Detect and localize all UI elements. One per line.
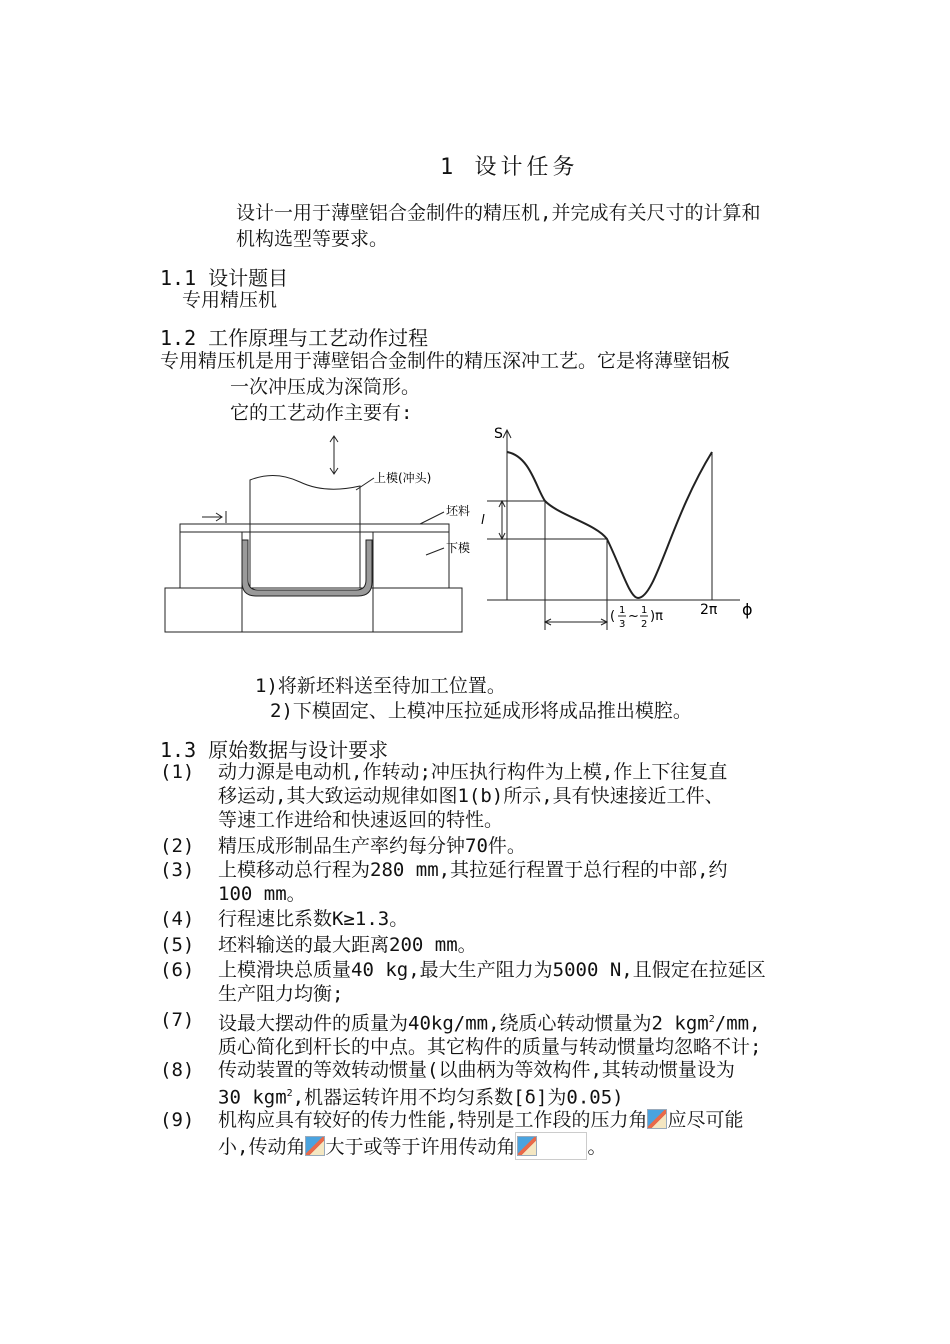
req-item-9: (9) 机构应具有较好的传力性能,特别是工作段的压力角 应尽可能 小,传动角 大于或等于许用传动角 。 bbox=[160, 1109, 744, 1158]
label-blank: 坯料 bbox=[446, 504, 471, 518]
phi-axis-label: ϕ bbox=[742, 600, 753, 619]
s12-line-3: 它的工艺动作主要有: bbox=[230, 402, 413, 424]
s-axis-label: S bbox=[494, 426, 503, 442]
section-heading: 1 设计任务 bbox=[440, 155, 579, 180]
step-2: 2)下模固定、上模冲压拉延成形将成品推出模腔。 bbox=[270, 700, 692, 722]
s11-title: 1.1 设计题目 bbox=[160, 266, 289, 290]
s13-title: 1.3 原始数据与设计要求 bbox=[160, 738, 389, 762]
step-1: 1)将新坯料送至待加工位置。 bbox=[255, 675, 506, 697]
svg-text:~: ~ bbox=[628, 609, 639, 624]
req-item-3: (3) 上模移动总行程为280 mm,其拉延行程置于总行程的中部,约 100 mm。 bbox=[160, 859, 728, 905]
pressure-angle-image-icon bbox=[647, 1109, 667, 1129]
svg-text:3: 3 bbox=[619, 619, 626, 630]
label-lower-die: 下模 bbox=[446, 541, 471, 555]
svg-text:(: ( bbox=[610, 609, 616, 624]
s11-body: 专用精压机 bbox=[182, 289, 278, 311]
svg-text:1: 1 bbox=[641, 605, 648, 616]
s12-line-2: 一次冲压成为深筒形。 bbox=[230, 376, 421, 398]
req-item-1: (1) 动力源是电动机,作转动;冲压执行构件为上模,作上下往复直 移运动,其大致运动规律如图1(b)所示,具有快速接近工件、 等速工作进给和快速返回的特性。 bbox=[160, 761, 728, 831]
svg-text:)π: )π bbox=[650, 609, 663, 624]
s12-line-1: 专用精压机是用于薄壁铝合金制件的精压深冲工艺。它是将薄壁铝板 bbox=[160, 350, 731, 372]
phase-range-label bbox=[610, 605, 663, 630]
motion-graph bbox=[487, 430, 740, 630]
label-upper-die: 上模(冲头) bbox=[374, 471, 432, 485]
req-item-8: (8) 传动装置的等效转动惯量(以曲柄为等效构件,其转动惯量设为 30 kgm$^2$,机器运转许用不均匀系数[δ]为0.05) bbox=[160, 1059, 735, 1109]
req-item-6: (6) 上模滑块总质量40 kg,最大生产阻力为5000 N,且假定在拉延区 生产阻力均衡; bbox=[160, 959, 766, 1005]
req-item-7: (7) 设最大摆动件的质量为40kg/mm,绕质心转动惯量为2 kgm$^2$/mm, 质心简化到杆长的中点。其它构件的质量与转动惯量均忽略不计; bbox=[160, 1009, 762, 1059]
intro-line-1: 设计一用于薄壁铝合金制件的精压机,并完成有关尺寸的计算和 bbox=[236, 202, 761, 224]
allowable-angle-image-icon bbox=[517, 1136, 537, 1156]
req-item-2: (2) 精压成形制品生产率约每分钟70件。 bbox=[160, 835, 526, 857]
req-item-5: (5) 坯料输送的最大距离200 mm。 bbox=[160, 934, 477, 956]
transmission-angle-image-icon bbox=[305, 1136, 325, 1156]
two-pi-label: 2π bbox=[700, 602, 718, 618]
die-diagram bbox=[165, 436, 462, 632]
svg-text:1: 1 bbox=[619, 605, 626, 616]
press-figure bbox=[160, 420, 760, 635]
l-mark: l bbox=[481, 513, 485, 528]
svg-text:2: 2 bbox=[641, 619, 648, 630]
displacement-curve bbox=[507, 452, 712, 598]
allowable-angle-image-box bbox=[515, 1132, 587, 1160]
intro-line-2: 机构选型等要求。 bbox=[236, 228, 389, 250]
req-item-4: (4) 行程速比系数K≥1.3。 bbox=[160, 908, 409, 930]
s12-title: 1.2 工作原理与工艺动作过程 bbox=[160, 326, 429, 350]
